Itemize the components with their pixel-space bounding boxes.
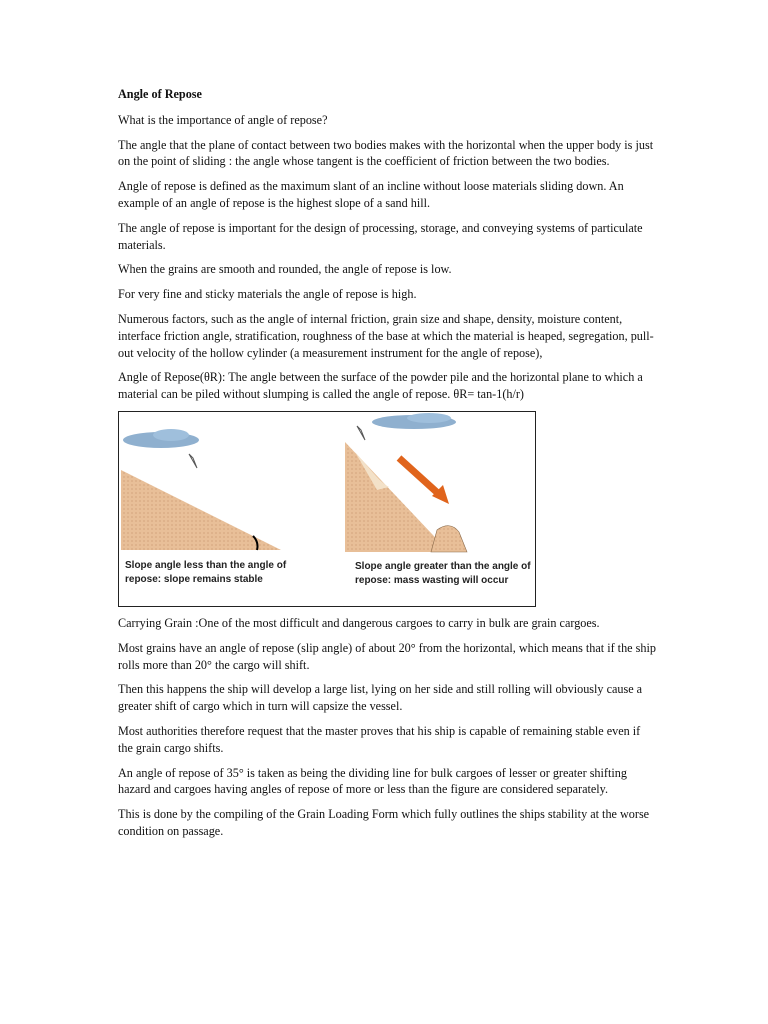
paragraph: Numerous factors, such as the angle of internal friction, grain size and shape, density, moisture content, interface friction angle, stratification, roughness of the base at which the material is heaped, segregation, pull-out velocity of the hollow cylinder (a measurement instrument for the angle of repose), — [118, 311, 654, 360]
caption-box — [351, 554, 535, 594]
right-caption-line1: Slope angle greater than the angle of — [355, 560, 531, 572]
paragraph: For very fine and sticky materials the angle of repose is high. — [118, 287, 417, 302]
left-caption-line1: Slope angle less than the angle of — [125, 559, 287, 571]
paragraph: Angle of repose is defined as the maximum slant of an incline without loose materials sliding down. An example of an angle of repose is the highest slope of a sand hill. — [118, 179, 624, 210]
document-title: Angle of Repose — [118, 87, 202, 101]
paragraph: What is the importance of angle of repose? — [118, 112, 328, 127]
paragraph: Carrying Grain :One of the most difficult and dangerous cargoes to carry in bulk are grain cargoes. — [118, 615, 600, 630]
paragraph: Then this happens the ship will develop a large list, lying on her side and still rolling will obviously cause a greater shift of cargo which in turn will capsize the vessel. — [118, 682, 643, 714]
rain-drop-icon — [357, 426, 365, 440]
caption-box — [119, 552, 299, 592]
unstable-slope-panel — [345, 413, 535, 594]
left-caption-line2: repose: slope remains stable — [125, 573, 263, 585]
cloud-icon-puff — [407, 413, 451, 423]
stable-slope-shape — [121, 470, 281, 550]
debris-pile-shape — [431, 526, 467, 552]
document-body — [118, 86, 658, 848]
right-caption-line2: repose: mass wasting will occur — [355, 574, 509, 586]
paragraph: Most authorities therefore request that the master proves that his ship is capable of remaining stable even if the grain cargo shifts. — [118, 723, 641, 755]
paragraph: Angle of Repose(θR): The angle between the surface of the powder pile and the horizontal plane to which a material can be piled without slumping is called the angle of repose. θR= tan-1(h/r) — [118, 370, 643, 402]
angle-of-repose-figure — [118, 411, 536, 607]
cloud-icon-puff — [153, 429, 189, 441]
paragraph: The angle that the plane of contact between two bodies makes with the horizontal when the upper body is just on the point of sliding : the angle whose tangent is the coefficient of friction between the two bodies. — [118, 137, 654, 169]
paragraph: An angle of repose of 35° is taken as being the dividing line for bulk cargoes of lesser or greater shifting hazard and cargoes having angles of repose of more or less than the figure are considered separately. — [118, 765, 627, 797]
rain-drop-icon — [189, 454, 197, 468]
downslope-arrow-icon — [399, 458, 449, 504]
paragraph: The angle of repose is important for the design of processing, storage, and conveying systems of particulate materials. — [118, 220, 643, 252]
paragraph: This is done by the compiling of the Grain Loading Form which fully outlines the ships stability at the worse condition on passage. — [118, 807, 650, 838]
paragraph: Most grains have an angle of repose (slip angle) of about 20° from the horizontal, which means that if the ship rolls more than 20° the cargo will shift. — [118, 640, 656, 672]
paragraph: When the grains are smooth and rounded, the angle of repose is low. — [118, 262, 452, 277]
stable-slope-panel — [119, 429, 299, 592]
